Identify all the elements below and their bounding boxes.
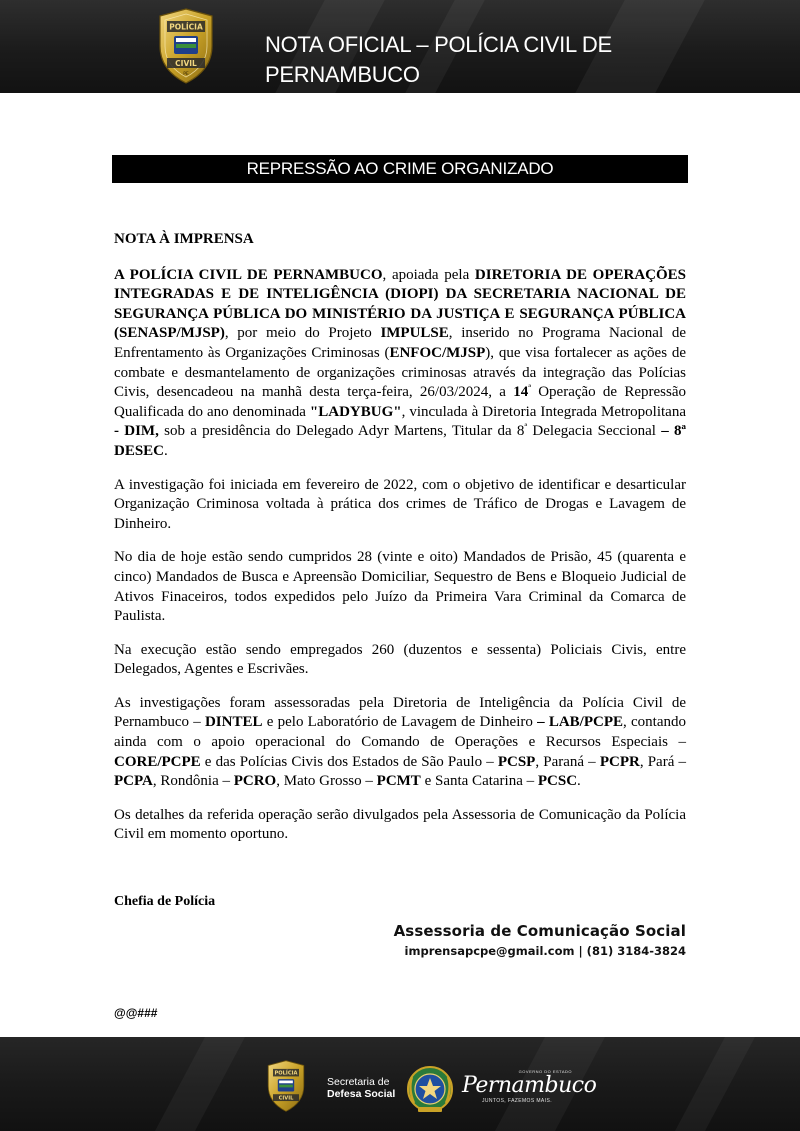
paragraph-details: Os detalhes da referida operação serão divulgados pela Assessoria de Comunicação da Polícia Civil em momento oportuno. [114, 806, 686, 843]
header-banner [0, 0, 800, 93]
emphasis-text: PCPA [114, 773, 153, 790]
emphasis-text: PCSP [497, 753, 536, 770]
text-span: , Pará – [639, 753, 687, 770]
emphasis-text: – 8ª DESEC [114, 423, 687, 459]
police-badge-icon [266, 1060, 306, 1112]
text-span: , por meio do Projeto [224, 325, 381, 342]
svg-text:POLÍCIA: POLÍCIA [274, 1070, 298, 1077]
gov-small-text: GOVERNO DO ESTADO [518, 1069, 572, 1074]
sds-line: Secretaria de [327, 1076, 390, 1088]
police-badge-icon [157, 8, 215, 84]
footer-decoration [155, 1037, 245, 1131]
svg-text:CIVIL: CIVIL [278, 1095, 294, 1102]
contact-block [394, 922, 686, 958]
footer-banner [0, 1037, 800, 1131]
text-span: , Rondônia – [152, 773, 234, 790]
svg-text:PE: PE [183, 72, 189, 77]
emphasis-text: - DIM, [114, 423, 159, 440]
text-span: Operação de Repressão Qualificada do ano denominada [114, 384, 686, 420]
emphasis-text: 14 [513, 384, 529, 401]
text-span: ), que visa fortalecer as ações de combate e desmantelamento de organizações criminosas através da integração das Polícias Civis, desencadeou na manhã desta terça-feira, 26/03/2024, a [114, 344, 686, 401]
paragraph-operation [114, 266, 686, 462]
emphasis-text: PCRO [233, 773, 277, 790]
emphasis-text: A POLÍCIA CIVIL DE PERNAMBUCO [114, 266, 383, 283]
paragraph-personnel: Na execução estão sendo empregados 260 (duzentos e sessenta) Policiais Civis, entre Delegados, Agentes e Escrivães. [114, 641, 686, 678]
emphasis-text: PCSC [537, 773, 578, 790]
press-release-body [114, 230, 686, 859]
paragraph-investigation: A investigação foi iniciada em fevereiro de 2022, com o objetivo de identificar e desarticular Organização Criminosa voltada à prática dos crimes de Tráfico de Drogas e Lavagem de Dinheiro. [114, 476, 686, 532]
emphasis-text: PCPR [599, 753, 640, 770]
text-span: Delegacia Seccional [527, 423, 662, 440]
emphasis-text: PCMT [376, 773, 421, 790]
emphasis-text: – LAB/PCPE [537, 714, 624, 731]
emphasis-text: DIRETORIA DE OPERAÇÕES INTEGRADAS E DE INTELIGÊNCIA (DIOPI) DA SECRETARIA NACIONAL DE SEGURANÇA PÚBLICA DO MINISTÉRIO DA JUSTIÇA E SEGURANÇA PÚBLICA (SENASP/MJSP) [114, 266, 687, 342]
contact-org: Assessoria de Comunicação Social [393, 922, 686, 940]
contact-email-phone: imprensapcpe@gmail.com | (81) 3184-3824 [404, 944, 686, 958]
emphasis-text: IMPULSE [380, 325, 449, 342]
text-span: . [164, 442, 168, 459]
text-span: As investigações foram assessoradas pela Diretoria de Inteligência da Polícia Civil de Pernambuco – [114, 694, 686, 731]
text-span: , contando ainda com o apoio operacional do Comando de Operações e Recursos Especiais – [114, 714, 686, 751]
gov-slogan: JUNTOS, FAZEMOS MAIS. [482, 1098, 552, 1104]
svg-text:CIVIL: CIVIL [175, 59, 197, 68]
emphasis-text: ENFOC/MJSP [389, 344, 486, 361]
text-span: . [577, 773, 581, 790]
government-logo [462, 1069, 597, 1104]
paragraph-warrants: No dia de hoje estão sendo cumpridos 28 (vinte e oito) Mandados de Prisão, 45 (quarenta e cinco) Mandados de Busca e Apreensão Domiciliar, Sequestro de Bens e Bloqueio Judicial de Ativos Finaceiros, todos expedidos pelo Juízo da Primeira Vara Criminal da Comarca de Paulista. [114, 549, 686, 625]
text-span: e pelo Laboratório de Lavagem de Dinheiro [262, 714, 538, 731]
sds-logo-text [327, 1076, 395, 1100]
end-marker: @@### [114, 1006, 158, 1020]
footer-decoration [675, 1037, 755, 1131]
text-span: e Santa Catarina – [420, 773, 538, 790]
superscript: ª [528, 383, 531, 395]
paragraph-support [114, 694, 686, 792]
page-title: NOTA OFICIAL – POLÍCIA CIVIL DE PERNAMBUCO [265, 32, 612, 87]
section-title: REPRESSÃO AO CRIME ORGANIZADO [112, 155, 688, 183]
signoff: Chefia de Polícia [114, 894, 216, 909]
superscript: ª [524, 422, 528, 434]
emphasis-text: CORE/PCPE [114, 753, 201, 770]
svg-text:POLÍCIA: POLÍCIA [169, 22, 203, 32]
text-span: , vinculada à Diretoria Integrada Metropolitana [401, 403, 686, 420]
state-seal-icon [406, 1063, 454, 1115]
text-span: , Mato Grosso – [276, 773, 377, 790]
text-span: e das Polícias Civis dos Estados de São Paulo – [200, 753, 498, 770]
sds-line: Defesa Social [327, 1088, 396, 1100]
emphasis-text: DINTEL [204, 714, 263, 731]
gov-name: Pernambuco [462, 1073, 597, 1098]
press-title: NOTA À IMPRENSA [114, 231, 254, 247]
text-span: sob a presidência do Delegado Adyr Martens, Titular da 8 [158, 423, 525, 440]
text-span: , apoiada pela [382, 266, 475, 283]
text-span: , inserido no Programa Nacional de Enfrentamento às Organizações Criminosas ( [114, 325, 686, 361]
emphasis-text: "LADYBUG" [309, 403, 402, 420]
text-span: , Paraná – [535, 753, 600, 770]
